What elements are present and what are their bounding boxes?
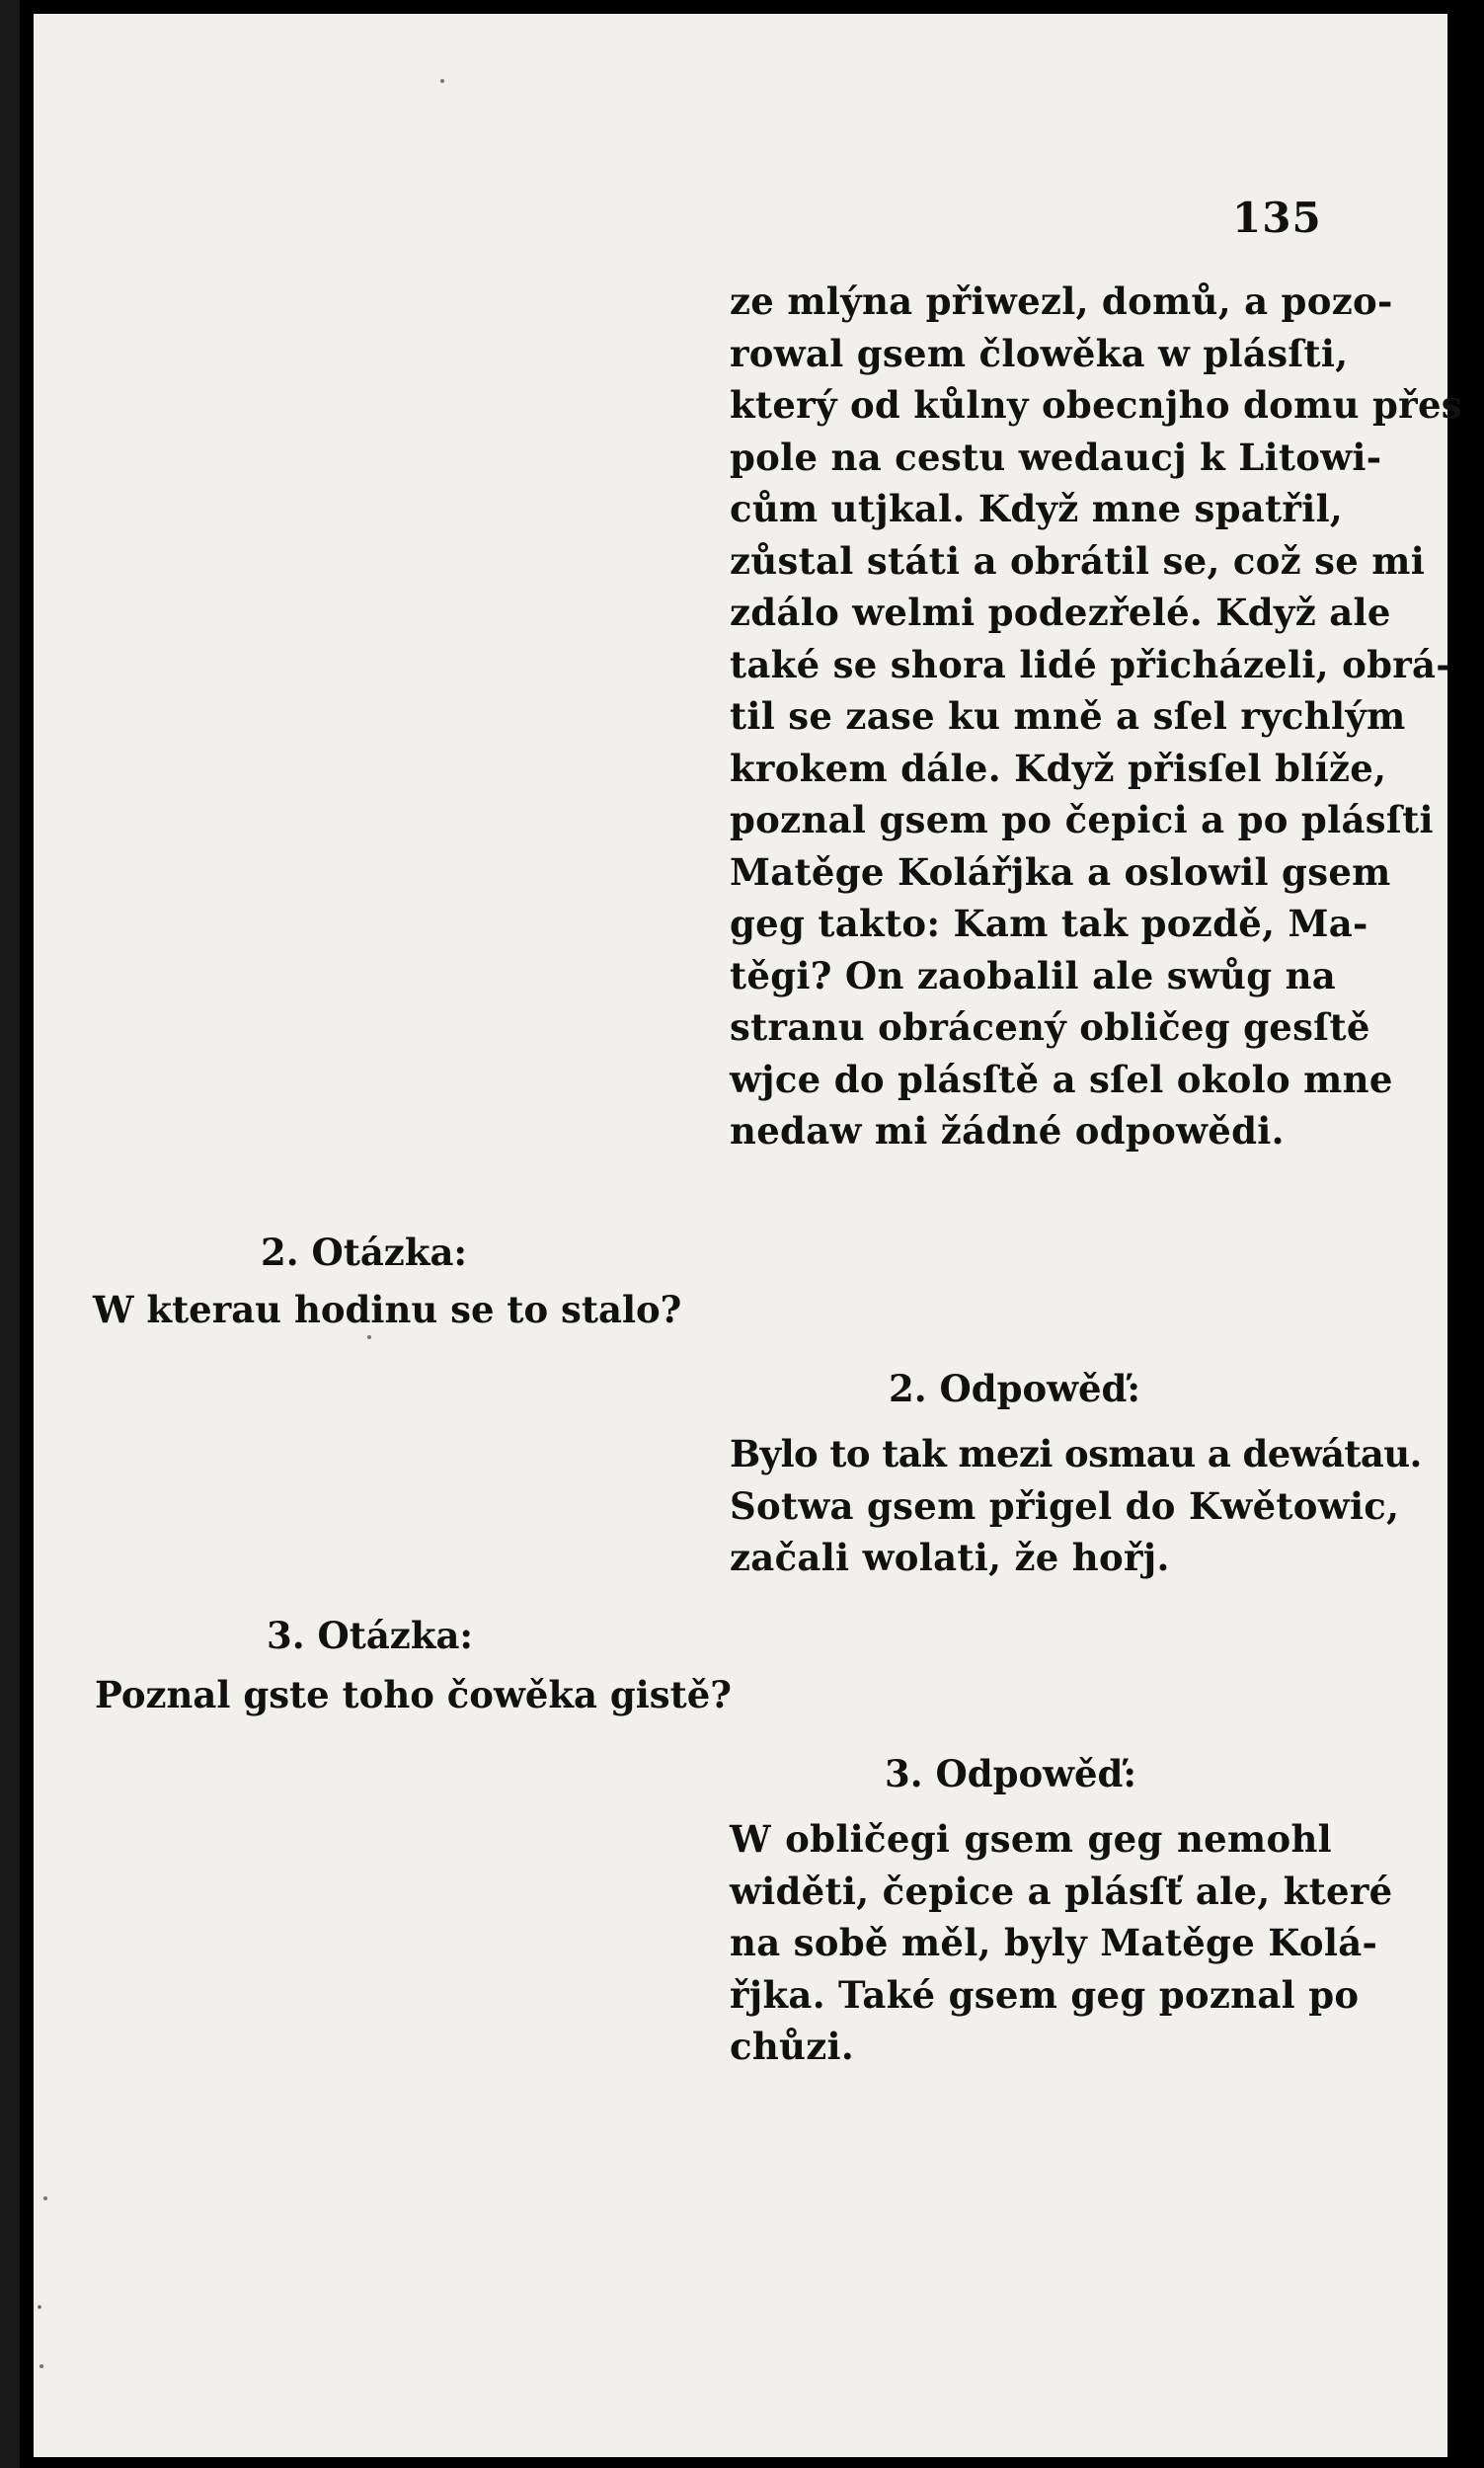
testimony-line: poznal gsem po čepici a po plásſti	[730, 798, 1434, 841]
answer-line: Sotwa gsem přigel do Kwětowic,	[730, 1483, 1400, 1528]
answer-line: začali wolati, že hořj.	[730, 1536, 1170, 1579]
answer-line: na sobě měl, byly Matěge Kolá-	[730, 1921, 1378, 1964]
answer-line: řjka. Také gsem geg poznal po	[730, 1972, 1360, 2017]
testimony-line: rowal gsem člowěka w plásſti,	[730, 331, 1349, 375]
answer-line: W obličegi gsem geg nemohl	[730, 1817, 1332, 1861]
testimony-line: těgi? On zaobalil ale swůg na	[730, 953, 1337, 997]
book-page	[34, 14, 1462, 2457]
question-3-heading: 3. Otázka:	[267, 1614, 474, 1657]
testimony-line: Matěge Kolářjka a oslowil gsem	[730, 849, 1391, 894]
answer-2-heading: 2. Odpowěď:	[889, 1367, 1141, 1410]
testimony-line: geg takto: Kam tak pozdě, Ma-	[730, 902, 1368, 945]
answer-line: widěti, čepice a plásſť ale, které	[730, 1869, 1393, 1913]
scan-speck	[39, 2364, 43, 2368]
answer-line: Bylo to tak mezi osmau a dewátau.	[730, 1432, 1422, 1475]
question-2-text: W kterau hodinu se to stalo?	[93, 1288, 682, 1331]
testimony-line: krokem dále. Když přisſel blíže,	[730, 746, 1387, 790]
testimony-line: stranu obrácený obličeg gesſtě	[730, 1005, 1370, 1049]
scan-left-edge	[0, 0, 20, 2468]
page-number: 135	[1232, 194, 1322, 242]
testimony-line: nedaw mi žádné odpowědi.	[730, 1109, 1285, 1153]
answer-2-block	[730, 1428, 1422, 1584]
scan-speck	[367, 1335, 371, 1339]
testimony-line: také se shora lidé přicházeli, obrá-	[730, 642, 1451, 686]
question-2-heading: 2. Otázka:	[261, 1231, 468, 1274]
testimony-line: pole na cestu wedaucj k Litowi-	[730, 435, 1382, 479]
question-3-text: Poznal gste toho čowěka gistě?	[95, 1673, 732, 1716]
testimony-line: cům utjkal. Když mne spatřil,	[730, 487, 1344, 530]
answer-line: chůzi.	[730, 2025, 855, 2068]
testimony-1-block	[730, 276, 1462, 1157]
scan-speck	[43, 2196, 47, 2200]
scan-speck	[440, 79, 444, 83]
scan-speck	[38, 2305, 41, 2309]
answer-3-block	[730, 1813, 1393, 2073]
testimony-line: který od kůlny obecnjho domu přes	[730, 383, 1462, 427]
testimony-line: wjce do plásſtě a sſel okolo mne	[730, 1057, 1393, 1101]
answer-3-heading: 3. Odpowěď:	[885, 1752, 1137, 1795]
testimony-line: zdálo welmi podezřelé. Když ale	[730, 591, 1391, 634]
testimony-line: til se zase ku mně a sſel rychlým	[730, 694, 1406, 738]
testimony-line: ze mlýna přiwezl, domů, a pozo-	[730, 279, 1393, 323]
testimony-line: zůstal státi a obrátil se, což se mi	[730, 538, 1426, 583]
